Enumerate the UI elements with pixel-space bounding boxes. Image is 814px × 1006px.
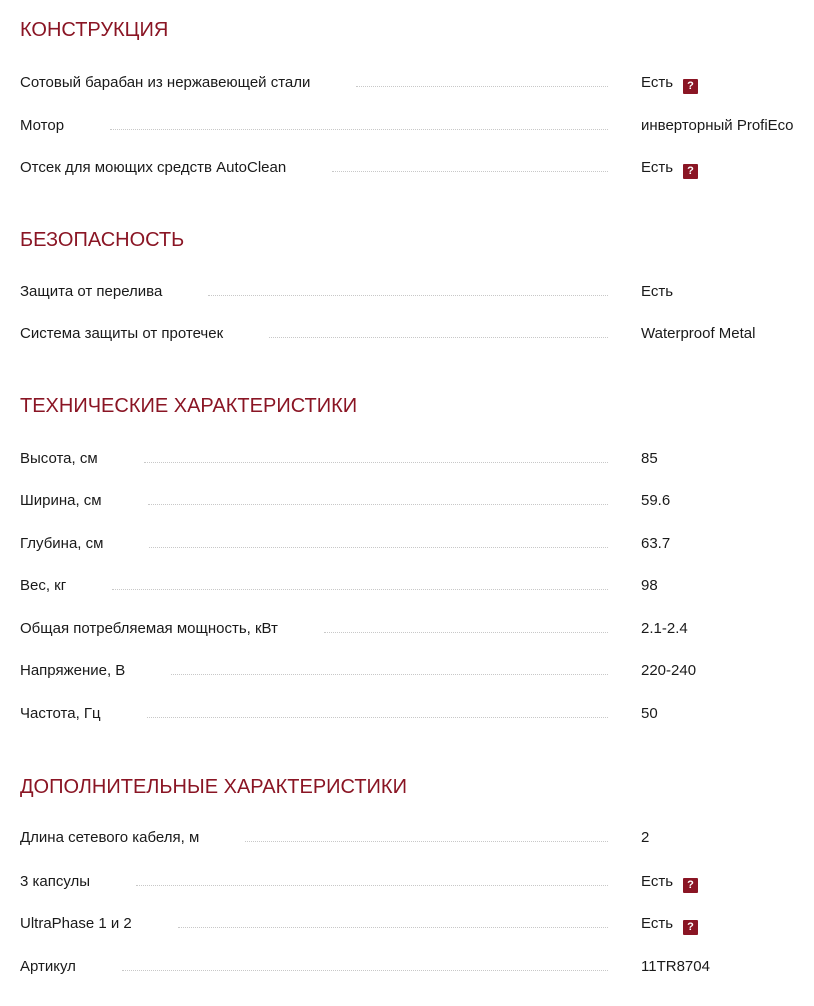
spec-value: 59.6 xyxy=(641,492,671,509)
spec-label: 3 капсулы xyxy=(20,870,100,894)
spec-value: Есть xyxy=(641,283,674,300)
dotted-leader xyxy=(269,337,608,338)
spec-row xyxy=(20,702,814,726)
spec-label: Сотовый барабан из нержавеющей стали xyxy=(20,71,320,95)
spec-row xyxy=(20,826,814,850)
spec-value: 85 xyxy=(641,450,658,467)
section-title: КОНСТРУКЦИЯ xyxy=(20,19,169,41)
spec-label: Глубина, см xyxy=(20,532,113,556)
spec-label: Артикул xyxy=(20,955,86,979)
dotted-leader xyxy=(171,674,608,675)
spec-label: Система защиты от протечек xyxy=(20,322,233,346)
spec-row xyxy=(20,489,814,513)
spec-value: 63.7 xyxy=(641,535,671,552)
dotted-leader xyxy=(208,295,608,296)
dotted-leader xyxy=(136,885,608,886)
spec-value: Есть ? xyxy=(641,912,698,936)
spec-row xyxy=(20,280,814,304)
spec-value: 50 xyxy=(641,705,658,722)
spec-label: Частота, Гц xyxy=(20,702,111,726)
help-icon[interactable]: ? xyxy=(683,164,698,179)
spec-row xyxy=(20,574,814,598)
spec-row xyxy=(20,71,814,95)
dotted-leader xyxy=(147,717,608,718)
dotted-leader xyxy=(122,970,608,971)
spec-value: 11TR8704 xyxy=(641,958,710,975)
spec-label: Мотор xyxy=(20,114,74,138)
dotted-leader xyxy=(149,547,608,548)
spec-row xyxy=(20,955,814,979)
dotted-leader xyxy=(148,504,608,505)
spec-label: Напряжение, В xyxy=(20,659,135,683)
section-title: БЕЗОПАСНОСТЬ xyxy=(20,229,185,251)
spec-label: Защита от перелива xyxy=(20,280,172,304)
spec-label: Отсек для моющих средств AutoClean xyxy=(20,156,296,180)
dotted-leader xyxy=(332,171,608,172)
spec-label: UltraPhase 1 и 2 xyxy=(20,912,142,936)
spec-value: Waterproof Metal xyxy=(641,325,756,342)
help-icon[interactable]: ? xyxy=(683,79,698,94)
spec-value: 98 xyxy=(641,577,658,594)
dotted-leader xyxy=(324,632,608,633)
spec-row xyxy=(20,447,814,471)
spec-value: 2.1-2.4 xyxy=(641,620,688,637)
dotted-leader xyxy=(144,462,608,463)
spec-row xyxy=(20,156,814,180)
spec-label: Вес, кг xyxy=(20,574,76,598)
spec-label: Длина сетевого кабеля, м xyxy=(20,826,209,850)
spec-row xyxy=(20,114,814,138)
spec-row xyxy=(20,617,814,641)
spec-value: 2 xyxy=(641,829,650,846)
help-icon[interactable]: ? xyxy=(683,920,698,935)
dotted-leader xyxy=(110,129,608,130)
spec-row xyxy=(20,870,814,894)
spec-label: Высота, см xyxy=(20,447,108,471)
spec-value: Есть ? xyxy=(641,870,698,894)
spec-row xyxy=(20,659,814,683)
dotted-leader xyxy=(245,841,608,842)
dotted-leader xyxy=(112,589,608,590)
dotted-leader xyxy=(356,86,608,87)
section-title: ТЕХНИЧЕСКИЕ ХАРАКТЕРИСТИКИ xyxy=(20,395,358,417)
spec-row xyxy=(20,912,814,936)
spec-label: Общая потребляемая мощность, кВт xyxy=(20,617,288,641)
help-icon[interactable]: ? xyxy=(683,878,698,893)
section-title: ДОПОЛНИТЕЛЬНЫЕ ХАРАКТЕРИСТИКИ xyxy=(20,776,407,798)
spec-value: 220-240 xyxy=(641,662,697,679)
spec-row xyxy=(20,322,814,346)
dotted-leader xyxy=(178,927,608,928)
spec-value: Есть ? xyxy=(641,156,698,180)
spec-value: Есть ? xyxy=(641,71,698,95)
spec-row xyxy=(20,532,814,556)
spec-label: Ширина, см xyxy=(20,489,112,513)
spec-value: инверторный ProfiEco xyxy=(641,117,794,134)
